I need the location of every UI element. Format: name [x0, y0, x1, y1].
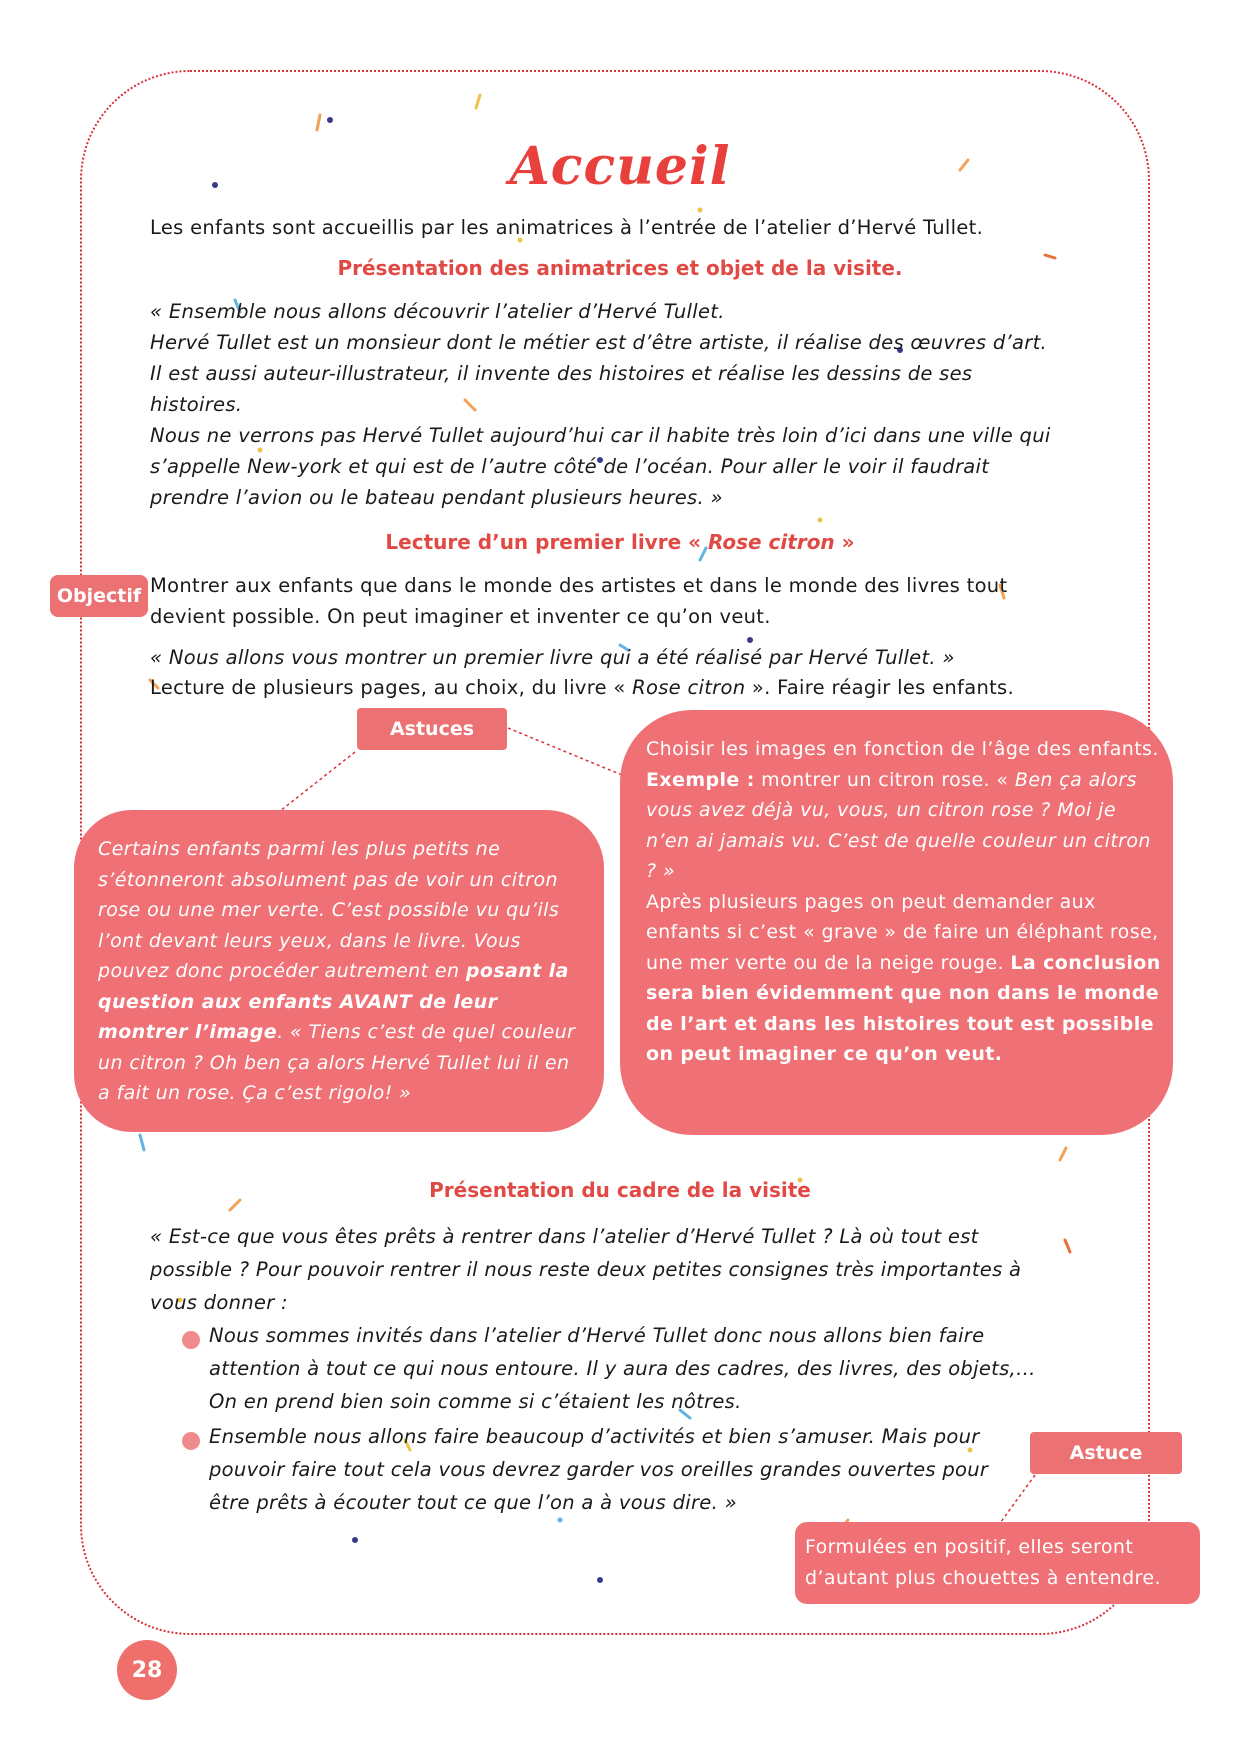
bullet-dot — [182, 1432, 200, 1450]
astuce-bubble-bottom: Formulées en positif, elles seront d’autant plus chouettes à entendre. — [795, 1522, 1200, 1604]
intro-text: Les enfants sont accueillis par les animatrices à l’entrée de l’atelier d’Hervé Tullet. — [150, 216, 984, 239]
reading-instruction: Lecture de plusieurs pages, au choix, du livre « Rose citron ». Faire réagir les enfants. — [150, 676, 1015, 699]
consigne-line: Nous sommes invités dans l’atelier d’Hervé Tullet donc nous allons bien faire — [209, 1324, 985, 1347]
quote-line: s’appelle New-york et qui est de l’autre côté de l’océan. Pour aller le voir il faudrait — [150, 455, 990, 478]
livre-quote: « Nous allons vous montrer un premier livre qui a été réalisé par Hervé Tullet. » — [150, 646, 955, 669]
consigne-line: attention à tout ce qui nous entoure. Il y aura des cadres, des livres, des objets,… — [209, 1357, 1036, 1380]
bubble-exemple: Exemple : montrer un citron rose. « Ben ça alors vous avez déjà vu, vous, un citron rose ? Moi je n’en ai jamais vu. C’est de quelle couleur un citron ? » — [646, 768, 1151, 882]
quote-line: Nous ne verrons pas Hervé Tullet aujourd’hui car il habite très loin d’ici dans une ville qui — [150, 424, 1051, 447]
consigne-line: pouvoir faire tout cela vous devrez garder vos oreilles grandes ouvertes pour — [209, 1458, 989, 1481]
quote-line: « Ensemble nous allons découvrir l’atelier d’Hervé Tullet. — [150, 300, 725, 323]
objectif-tag: Objectif — [50, 575, 148, 617]
quote-line: Il est aussi auteur-illustrateur, il invente des histoires et réalise les dessins de ses — [150, 362, 973, 385]
section-heading-lecture: Lecture d’un premier livre « Rose citron » — [385, 530, 855, 554]
consigne-line: On en prend bien soin comme si c’étaient les nôtres. — [209, 1390, 742, 1413]
astuces-tag: Astuces — [357, 708, 507, 750]
cadre-line: « Est-ce que vous êtes prêts à rentrer dans l’atelier d’Hervé Tullet ? Là où tout est — [150, 1225, 979, 1248]
quote-line: prendre l’avion ou le bateau pendant plusieurs heures. » — [150, 486, 723, 509]
bubble-line: Choisir les images en fonction de l’âge des enfants. — [646, 738, 1159, 760]
bullet-dot — [182, 1331, 200, 1349]
consigne-line: Ensemble nous allons faire beaucoup d’activités et bien s’amuser. Mais pour — [209, 1425, 980, 1448]
quote-line: histoires. — [150, 393, 243, 416]
consigne-2 — [209, 1420, 1029, 1519]
cadre-line: vous donner : — [150, 1291, 288, 1314]
consigne-1 — [209, 1319, 1069, 1418]
quote-line: Hervé Tullet est un monsieur dont le métier est d’être artiste, il réalise des œuvres d’art. — [150, 331, 1048, 354]
section-heading-cadre: Présentation du cadre de la visite — [429, 1178, 811, 1202]
cadre-quote — [150, 1220, 1070, 1319]
section-heading-presentation: Présentation des animatrices et objet de la visite. — [337, 256, 903, 280]
astuce-tag: Astuce — [1030, 1432, 1182, 1474]
objectif-line: devient possible. On peut imaginer et inventer ce qu’on veut. — [150, 605, 771, 628]
page-title: Accueil — [509, 136, 731, 197]
objectif-line: Montrer aux enfants que dans le monde des artistes et dans le monde des livres tout — [150, 574, 1008, 597]
consigne-line: être prêts à écouter tout ce que l’on a à vous dire. » — [209, 1491, 737, 1514]
bubble-conclusion: Après plusieurs pages on peut demander aux enfants si c’est « grave » de faire un éléphant rose, une mer verte ou de la neige rouge. La conclusion sera bien évidemment que non dans le monde de l’art et dans les histoires tout est possible on peut imaginer ce qu’on veut. — [646, 890, 1161, 1065]
cadre-line: possible ? Pour pouvoir rentrer il nous reste deux petites consignes très importantes à — [150, 1258, 1022, 1281]
page-number: 28 — [117, 1640, 177, 1700]
astuce-bubble-left: Certains enfants parmi les plus petits ne s’étonneront absolument pas de voir un citron rose ou une mer verte. C’est possible vu qu’ils l’ont devant leurs yeux, dans le livre. Vous pouvez donc procéder autrement en posant la question aux enfants AVANT de leur montrer l’image. « Tiens c’est de quel couleur un citron ? Oh ben ça alors Hervé Tullet lui il en a fait un rose. Ça c’est rigolo! » — [74, 810, 604, 1132]
astuce-bubble-right — [620, 710, 1173, 1135]
